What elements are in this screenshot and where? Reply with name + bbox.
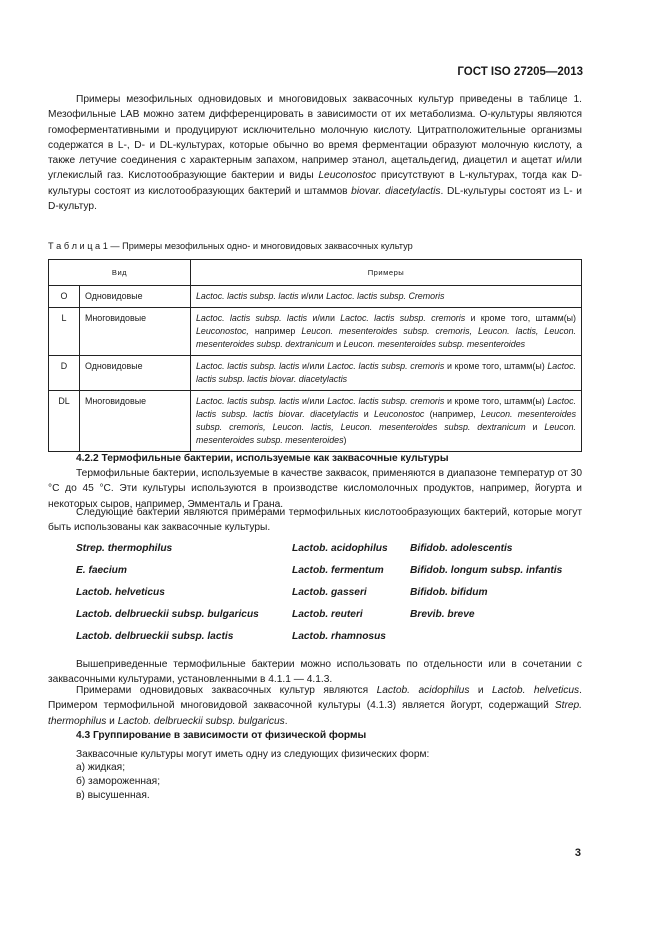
row-code: DL (49, 391, 80, 452)
list-item: б) замороженная; (76, 776, 161, 787)
table-header-row (49, 260, 582, 286)
bacteria-name: Lactob. rhamnosus (292, 631, 386, 642)
bacteria-name: Lactob. gasseri (292, 587, 367, 598)
thermophilic-paragraph-1: Термофильные бактерии, используемые в качестве заквасок, применяются в диапазоне температур от 30 °С до 45 °С. Эти культуры используются в производстве кисломолочных продуктов, например, йогурта и некоторых сыров, например, Эмменталь и Грана. (48, 468, 582, 510)
row-examples: Lactoc. lactis subsp. lactis и/или Lactoc. lactis subsp. cremoris и кроме того, штамм(ы) Lactoc. lactis subsp. lactis biovar. diacetylactis и Leuconostoc (например, Leucon. mesenteroides subsp. cremoris, Leucon. lactis, Leucon. mesenteroides subsp. dextranicum и Leucon. mesenteroides subsp. mesenteroides) (191, 391, 582, 452)
list-item: а) жидкая; (76, 762, 126, 773)
row-code: D (49, 356, 80, 391)
table-caption: Т а б л и ц а 1 — Примеры мезофильных одно- и многовидовых заквасочных культур (48, 241, 413, 251)
bacteria-name: Strep. thermophilus (76, 543, 173, 554)
thermophilic-paragraph-2: Следующие бактерии являются примерами термофильных кислотообразующих бактерий, которые могут быть использованы как заквасочные культуры. (48, 507, 582, 534)
thermophilic-paragraph-3: Вышеприведенные термофильные бактерии можно использовать по отдельности или в сочетании с заквасочными культурами, установленными в 4.1.1 — 4.1.3. (48, 659, 582, 686)
bacteria-name: Lactob. delbrueckii subsp. lactis (76, 631, 234, 642)
bacteria-name: Lactob. delbrueckii subsp. bulgaricus (76, 609, 259, 620)
bacteria-name: E. faecium (76, 565, 127, 576)
table-row (49, 391, 582, 452)
header-examples: Примеры (191, 260, 582, 286)
table-row (49, 286, 582, 308)
row-code: O (49, 286, 80, 308)
bacteria-name: Lactob. helveticus (76, 587, 165, 598)
bacteria-name: Brevib. breve (410, 609, 475, 620)
bacteria-name: Lactob. acidophilus (292, 543, 388, 554)
row-kind: Одновидовые (80, 286, 191, 308)
row-examples: Lactoc. lactis subsp. lactis и/или Lactoc. lactis subsp. cremoris и кроме того, штамм(ы) Lactoc. lactis subsp. lactis biovar. diacetylactis (191, 356, 582, 391)
row-code: L (49, 308, 80, 356)
row-kind: Одновидовые (80, 356, 191, 391)
intro-paragraph: Примеры мезофильных одновидовых и многовидовых заквасочных культур приведены в таблице 1. Мезофильные LAB можно затем дифференцировать в зависимости от их метаболизма. O-культуры являются гомоферментативными и продуцируют исключительно молочную кислоту. Цитратположительные организмы содержатся в L-, D- и DL-культурах, которые обычно во время ферментации образуют молочную кислоту, а также летучие соединения с характерным запахом, например этанол, ацетальдегид, диацетил и ацетат и/или углекислый газ. Кислотообразующие бактерии и виды Leuconostoc присутствуют в L-культурах, тогда как D-культуры состоят из кислотообразующих бактерий и штаммов biovar. diacetylactis. DL-культуры состоят из L- и D-культур. (48, 94, 582, 213)
bacteria-name: Bifidob. adolescentis (410, 543, 513, 554)
section-4-3-title: 4.3 Группирование в зависимости от физической формы (76, 730, 367, 741)
row-kind: Многовидовые (80, 308, 191, 356)
thermophilic-paragraph-4: Примерами одновидовых заквасочных культур являются Lactob. acidophilus и Lactob. helveticus. Примером термофильной многовидовой заквасочной культуры (4.1.3) является йогурт, содержащий Strep. thermophilus и Lactob. delbrueckii subsp. bulgaricus. (48, 685, 582, 727)
row-examples: Lactoc. lactis subsp. lactis и/или Lactoc. lactis subsp. Cremoris (191, 286, 582, 308)
section-4-2-2-title: 4.2.2 Термофильные бактерии, используемые как заквасочные культуры (76, 453, 449, 464)
document-header: ГОСТ ISO 27205—2013 (457, 66, 583, 78)
bacteria-name: Lactob. fermentum (292, 565, 384, 576)
row-kind: Многовидовые (80, 391, 191, 452)
table-row (49, 356, 582, 391)
header-type: Вид (49, 260, 191, 286)
physical-forms-intro: Заквасочные культуры могут иметь одну из следующих физических форм: (76, 749, 430, 760)
bacteria-name: Lactob. reuteri (292, 609, 363, 620)
table-row (49, 308, 582, 356)
table-1 (48, 259, 582, 452)
bacteria-name: Bifidob. bifidum (410, 587, 488, 598)
page-number: 3 (574, 847, 581, 859)
bacteria-name: Bifidob. longum subsp. infantis (410, 565, 563, 576)
row-examples: Lactoc. lactis subsp. lactis и/или Lactoc. lactis subsp. cremoris и кроме того, штамм(ы) Leuconostoc, например Leucon. mesenteroides subsp. cremoris, Leucon. lactis, Leucon. mesenteroides subsp. dextranicum и Leucon. mesenteroides subsp. mesenteroides (191, 308, 582, 356)
list-item: в) высушенная. (76, 790, 150, 801)
